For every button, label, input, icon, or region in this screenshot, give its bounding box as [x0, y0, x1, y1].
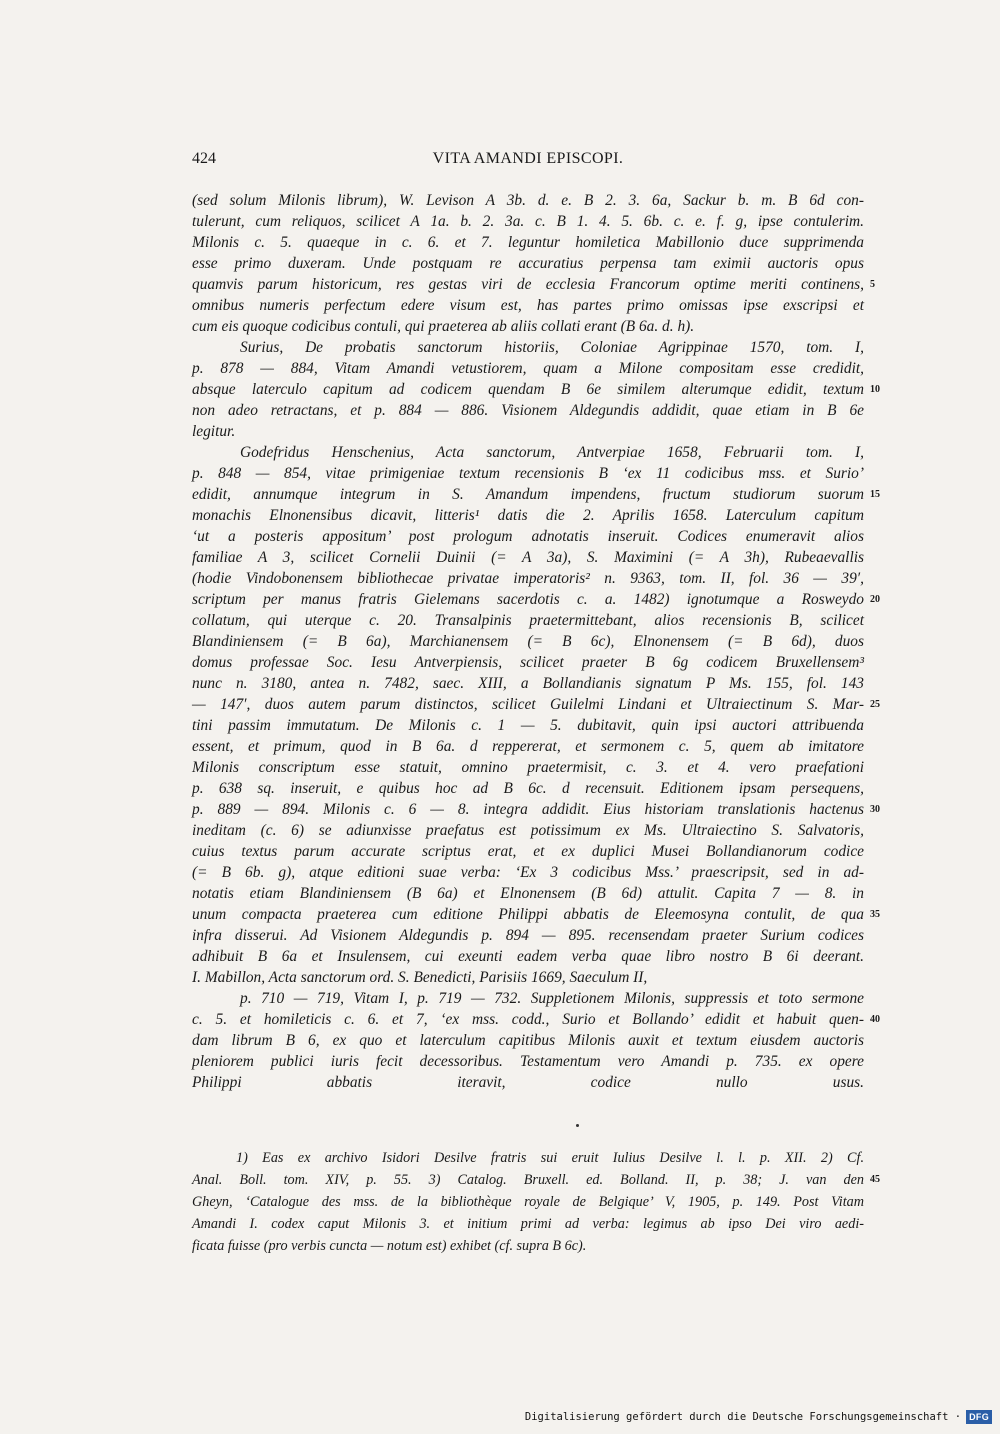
text-line: cuius textus parum accurate scriptus erat, et ex duplici Musei Bollandianorum codice — [192, 843, 864, 860]
text-line: adhibuit B 6a et Insulensem, cui exeunti eadem verba quae libro nostro B 6i deerant. — [192, 948, 864, 965]
footnote-line: Gheyn, ‘Catalogue des mss. de la bibliothèque royale de Belgique’ V, 1905, p. 149. Post Vitam — [192, 1194, 864, 1210]
text-line: (hodie Vindobonensem bibliothecae privatae imperatoris² n. 9363, tom. II, fol. 36 — 39′, — [192, 570, 864, 587]
text-line: absque laterculo capitum ad codicem quendam B 6e similem alterumque edidit, textum — [192, 381, 864, 398]
line-number: 15 — [870, 489, 880, 500]
text-line: (= B 6b. g), atque editioni suae verba: ‘Ex 3 codicibus Mss.’ praescripsit, sed in ad- — [192, 864, 864, 881]
text-line: notatis etiam Blandiniensem (B 6a) et Elnonensem (B 6d) attulit. Capita 7 — 8. in — [192, 885, 864, 902]
text-line: p. 710 — 719, Vitam I, p. 719 — 732. Suppletionem Milonis, suppressis et toto sermone — [240, 990, 864, 1007]
text-line: scriptum per manus fratris Gielemans sacerdotis c. a. 1482) ignotumque a Rosweydo — [192, 591, 864, 608]
text-line: edidit, annumque integrum in S. Amandum impendens, fructum studiorum suorum — [192, 486, 864, 503]
text-line: (sed solum Milonis librum), W. Levison A 3b. d. e. B 2. 3. 6a, Sackur b. m. B 6d con- — [192, 192, 864, 209]
footnote-line: Anal. Boll. tom. XIV, p. 55. 3) Catalog. Bruxell. ed. Bolland. II, p. 38; J. van den — [192, 1172, 864, 1188]
text-line: tulerunt, cum reliquos, scilicet A 1a. b. 2. 3a. c. B 1. 4. 5. 6b. c. e. f. g, ipse contulerim. — [192, 213, 864, 230]
print-speck — [576, 1124, 579, 1127]
text-line: p. 638 sq. inseruit, e quibus hoc ad B 6c. d recensuit. Editionem ipsam persequens, — [192, 780, 864, 797]
footnote-line: Amandi I. codex caput Milonis 3. et initium primi ad verba: legimus ab ipso Dei viro aedi- — [192, 1216, 864, 1232]
text-line: legitur. — [192, 423, 236, 440]
dfg-funding-banner — [525, 1409, 992, 1425]
text-line: familiae A 3, scilicet Cornelii Duinii (= A 3a), S. Maximini (= A 3h), Rubeaevallis — [192, 549, 864, 566]
text-line: quamvis parum historicum, res gestas viri de ecclesia Francorum optime meriti continens, — [192, 276, 864, 293]
text-line: infra disserui. Ad Visionem Aldegundis p. 894 — 895. recensendam praeter Surium codices — [192, 927, 864, 944]
text-line: Milonis c. 5. quaeque in c. 6. et 7. leguntur homiletica Mabillonio duce supprimenda — [192, 234, 864, 251]
line-number: 35 — [870, 909, 880, 920]
funding-text: Digitalisierung gefördert durch die Deutsche Forschungsgemeinschaft · — [524, 1411, 962, 1423]
text-line: p. 889 — 894. Milonis c. 6 — 8. integra addidit. Eius historiam translationis hactenus — [192, 801, 864, 818]
text-line — [192, 1093, 864, 1114]
text-line: cum eis quoque codicibus contuli, qui praeterea ab aliis collati erant (B 6a. d. h). — [192, 318, 695, 335]
text-line: non adeo retractans, et p. 884 — 886. Visionem Aldegundis addidit, quae etiam in B 6e — [192, 402, 864, 419]
text-line: monachis Elnonensibus dicavit, litteris¹ datis die 2. Aprilis 1658. Laterculum capitum — [192, 507, 864, 524]
text-line: c. 5. et homileticis c. 6. et 7, ‘ex mss. codd., Surio et Bollando’ edidit et habuit quen- — [192, 1011, 864, 1028]
text-line: p. 848 — 854, vitae primigeniae textum recensionis B ‘ex 11 codicibus mss. et Surio’ — [192, 465, 864, 482]
text-line: ineditam (c. 6) se adiunxisse praefatus est potissimum ex Ms. Ultraiectino S. Salvatoris, — [192, 822, 864, 839]
dfg-logo-icon: DFG — [966, 1410, 992, 1424]
text-line: ‘ut a posteris appositum’ post prologum adnotatis inseruit. Codices enumeravit alios — [192, 528, 864, 545]
line-number: 45 — [870, 1174, 880, 1185]
text-line: — 147′, duos autem parum distinctos, scilicet Guilelmi Lindani et Ultraiectinum S. Mar- — [192, 696, 864, 713]
text-line: pleniorem publici iuris fecit decessoribus. Testamentum vero Amandi p. 735. ex opere — [192, 1053, 864, 1070]
text-line: I. Mabillon, Acta sanctorum ord. S. Benedicti, Parisiis 1669, Saeculum II, — [192, 969, 648, 986]
text-line: Blandiniensem (= B 6a), Marchianensem (= B 6c), Elnonensem (= B 6d), duos — [192, 633, 864, 650]
line-number: 30 — [870, 804, 880, 815]
text-line: Milonis conscriptum esse statuit, omnino praetermisit, c. 3. et 4. vero praefationi — [192, 759, 864, 776]
text-line: esse primo duxeram. Unde postquam re accuratius perpensa tam eximii auctoris opus — [192, 255, 864, 272]
text-line: unum compacta praeterea cum editione Philippi abbatis de Eleemosyna contulit, de qua — [192, 906, 864, 923]
page-header — [192, 150, 864, 172]
page-number: 424 — [192, 150, 216, 167]
text-line: nunc n. 3180, antea n. 7482, saec. XIII, a Bollandianis signatum P Ms. 155, fol. 143 — [192, 675, 864, 692]
text-line: p. 878 — 884, Vitam Amandi vetustiorem, quam a Milone compositam esse credidit, — [192, 360, 864, 377]
line-number: 40 — [870, 1014, 880, 1025]
line-number: 20 — [870, 594, 880, 605]
line-number: 5 — [870, 279, 875, 290]
text-line: collatum, qui uterque c. 20. Transalpinis praetermittebant, alios recensionis B, scilicet — [192, 612, 864, 629]
text-line: Godefridus Henschenius, Acta sanctorum, Antverpiae 1658, Februarii tom. I, — [240, 444, 864, 461]
footnote-line: ficata fuisse (pro verbis cuncta — notum est) exhibet (cf. supra B 6c). — [192, 1238, 587, 1254]
line-number: 10 — [870, 384, 880, 395]
text-line: Philippi abbatis iteravit, codice nullo usus. — [192, 1074, 864, 1091]
text-line: omnibus numeris perfectum edere visum est, has partes primo omissas ipse exscripsi et — [192, 297, 864, 314]
text-line: Surius, De probatis sanctorum historiis, Coloniae Agrippinae 1570, tom. I, — [240, 339, 864, 356]
text-line: tini passim immutatum. De Milonis c. 1 — 5. dubitavit, quin ipsi auctori attribuenda — [192, 717, 864, 734]
running-title: VITA AMANDI EPISCOPI. — [432, 150, 624, 167]
text-line: essent, et primum, quod in B 6a. d reppererat, et sermonem c. 5, quem ab imitatore — [192, 738, 864, 755]
footnote-line: 1) Eas ex archivo Isidori Desilve fratris sui eruit Iulius Desilve l. l. p. XII. 2) Cf. — [236, 1150, 864, 1166]
line-number: 25 — [870, 699, 880, 710]
text-line: domus professae Soc. Iesu Antverpiensis, scilicet praeter B 6g codicem Bruxellensem³ — [192, 654, 864, 671]
text-line: dam librum B 6, ex quo et laterculum capitibus Milonis auxit et textum eiusdem auctoris — [192, 1032, 864, 1049]
